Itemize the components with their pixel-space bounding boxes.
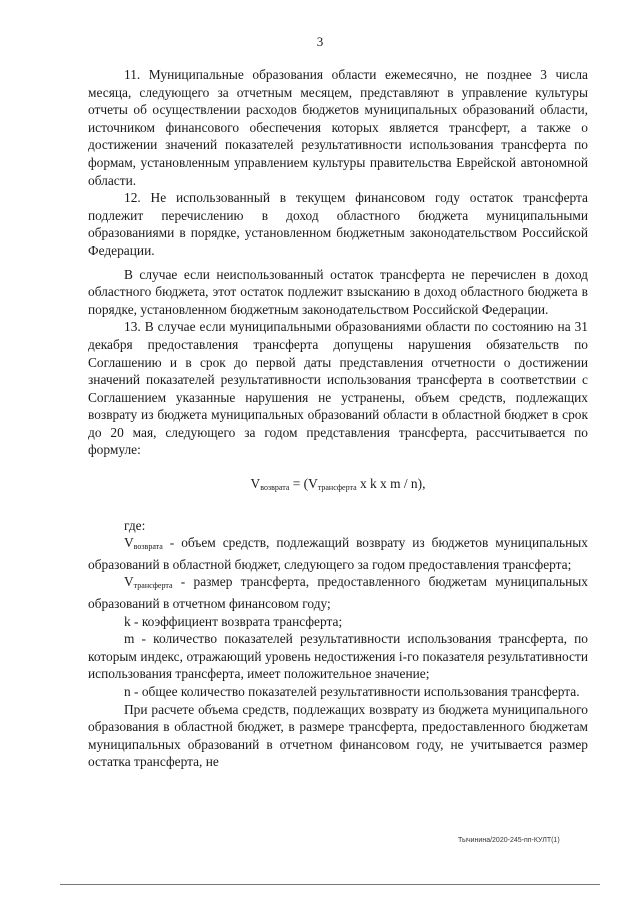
- definition-n: n - общее количество показателей результативности использования трансферта.: [124, 684, 580, 699]
- definition-v-return-symbol: V: [124, 535, 134, 551]
- document-body: [88, 66, 588, 771]
- paragraph-12-continuation: В случае если неиспользованный остаток трансферта не перечислен в доход областного бюджета, этот остаток подлежит взысканию в доход областного бюджета в порядке, установленном бюджетным законодательством Российской Федерации.: [88, 266, 588, 317]
- return-formula: [88, 475, 588, 497]
- formula-rest: x k x m / n),: [356, 476, 426, 492]
- definition-v-return-sub: возврата: [133, 542, 163, 552]
- bottom-divider: [60, 884, 600, 885]
- where-label: где:: [124, 517, 146, 533]
- formula-v: V: [250, 476, 261, 492]
- definition-v-transfer-text: - размер трансферта, предоставленного бюджетам муниципальных образований в отчетном финансовом году;: [88, 574, 588, 612]
- definition-v-transfer: [88, 573, 588, 612]
- paragraph-13: 13. В случае если муниципальными образованиями области по состоянию на 31 декабря предоставления трансферта допущены нарушения обязательств по Соглашению и в срок до первой даты представления отчетности о достижении значений показателей результативности использования трансферта в соответствии с Соглашением указанные нарушения не устранены, объем средств, подлежащих возврату из бюджета муниципальных образований области в областной бюджет в срок до 20 мая, следующего за годом представления трансферта, рассчитывается по формуле:: [88, 319, 588, 458]
- page-number: 3: [316, 34, 324, 49]
- definition-v-return-text: - объем средств, подлежащий возврату из бюджетов муниципальных образований в областной бюджет, следующего за годом предоставления трансферта;: [88, 535, 588, 572]
- formula-sub-transfer: трансферта: [317, 483, 357, 493]
- formula-sub-return: возврата: [260, 483, 290, 493]
- definition-v-transfer-symbol: V: [124, 574, 134, 590]
- paragraph-11: 11. Муниципальные образования области ежемесячно, не позднее 3 числа месяца, следующего за отчетным месяцем, представляют в управление культуры отчеты об осуществлении расходов бюджетов муниципальных образований области, источником финансового обеспечения которых является трансферт, а также о достижении значений показателей результативности использования трансферта по формам, установленным управлением культуры правительства Еврейской автономной области.: [88, 67, 588, 188]
- definition-v-return: [88, 534, 588, 573]
- definition-v-transfer-sub: трансферта: [133, 581, 173, 591]
- formula-eq-open: = (V: [289, 476, 318, 492]
- document-reference: Тычинина/2020-245-пп-КУЛТ(1): [458, 837, 560, 844]
- paragraph-calculation-note: При расчете объема средств, подлежащих возврату из бюджета муниципального образования в областной бюджет, в размере трансферта, предоставленного бюджетам муниципальных образований в отчетном финансовом году, не учитывается размер остатка трансферта, не: [88, 701, 588, 770]
- definition-m: m - количество показателей результативности использования трансферта, по которым индекс, отражающий уровень недостижения i-го показателя результативности использования трансферта, имеет положительное значение;: [88, 631, 588, 682]
- definition-k: k - коэффициент возврата трансферта;: [124, 613, 343, 629]
- paragraph-12: 12. Не использованный в текущем финансовом году остаток трансферта подлежит перечислению в доход областного бюджета муниципальными образованиями в порядке, установленном бюджетным законодательством Российской Федерации.: [88, 190, 588, 258]
